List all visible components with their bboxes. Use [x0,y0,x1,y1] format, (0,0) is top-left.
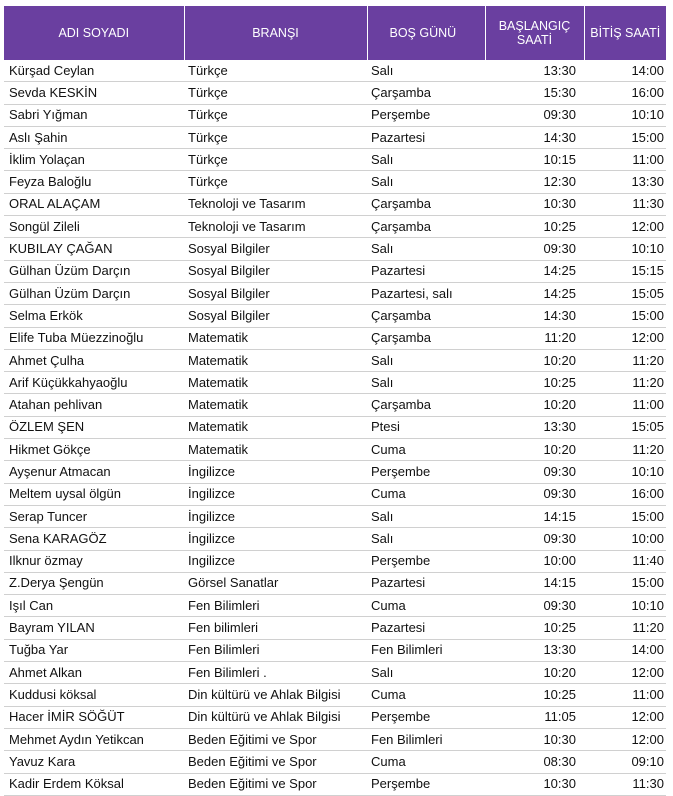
cell-end-time: 15:15 [584,260,666,282]
table-row [4,82,666,104]
cell-end-time: 16:00 [584,82,666,104]
cell-free-day: Perşembe [367,104,485,126]
cell-start-time: 10:20 [485,349,584,371]
cell-name: Sevda KESKİN [4,82,184,104]
cell-name: İklim Yolaçan [4,149,184,171]
cell-branch: Fen bilimleri [184,617,367,639]
cell-free-day: Pazartesi, salı [367,282,485,304]
table-row [4,505,666,527]
table-row [4,149,666,171]
table-row [4,617,666,639]
cell-name: Atahan pehlivan [4,394,184,416]
table-row [4,728,666,750]
cell-end-time: 12:00 [584,216,666,238]
cell-name: Gülhan Üzüm Darçın [4,260,184,282]
table-row [4,349,666,371]
table-row [4,60,666,82]
cell-name: Hikmet Gökçe [4,439,184,461]
cell-end-time: 11:40 [584,550,666,572]
table-row [4,260,666,282]
cell-name: Sena KARAGÖZ [4,528,184,550]
cell-end-time: 10:10 [584,595,666,617]
cell-name: Arif Küçükkahyaoğlu [4,372,184,394]
table-row [4,572,666,594]
cell-branch: Din kültürü ve Ahlak Bilgisi [184,684,367,706]
cell-name: Kuddusi köksal [4,684,184,706]
table-row [4,706,666,728]
cell-branch: Matematik [184,327,367,349]
table-row [4,662,666,684]
cell-end-time: 11:30 [584,773,666,795]
cell-branch: Din kültürü ve Ahlak Bilgisi [184,706,367,728]
cell-name: Işıl Can [4,595,184,617]
table-row [4,126,666,148]
cell-start-time: 10:20 [485,662,584,684]
cell-start-time: 10:00 [485,550,584,572]
cell-branch: Teknoloji ve Tasarım [184,216,367,238]
cell-end-time: 14:00 [584,60,666,82]
column-header-start-line1: BAŞLANGIÇ [498,19,571,33]
cell-end-time: 11:00 [584,394,666,416]
table-row [4,372,666,394]
cell-end-time: 11:20 [584,372,666,394]
cell-branch: Türkçe [184,149,367,171]
cell-free-day: Salı [367,505,485,527]
column-header-start-line2: SAATİ [516,33,553,47]
column-header-free-day: BOŞ GÜNÜ [367,6,485,60]
cell-start-time: 10:25 [485,617,584,639]
cell-branch: Sosyal Bilgiler [184,260,367,282]
cell-name: Tuğba Yar [4,639,184,661]
schedule-table-container [4,6,666,796]
cell-free-day: Ptesi [367,416,485,438]
cell-free-day: Çarşamba [367,193,485,215]
cell-free-day: Salı [367,662,485,684]
cell-start-time: 12:30 [485,171,584,193]
cell-name: Bayram YILAN [4,617,184,639]
column-header-start-time [485,6,584,60]
cell-end-time: 15:00 [584,126,666,148]
table-row [4,238,666,260]
cell-name: Yavuz Kara [4,751,184,773]
cell-start-time: 08:30 [485,751,584,773]
cell-branch: Matematik [184,439,367,461]
cell-start-time: 14:30 [485,126,584,148]
cell-branch: Görsel Sanatlar [184,572,367,594]
table-row [4,305,666,327]
cell-free-day: Salı [367,349,485,371]
cell-name: Feyza Baloğlu [4,171,184,193]
cell-free-day: Cuma [367,483,485,505]
cell-name: Ahmet Çulha [4,349,184,371]
cell-start-time: 11:05 [485,706,584,728]
table-row [4,327,666,349]
cell-name: ÖZLEM ŞEN [4,416,184,438]
cell-end-time: 16:00 [584,483,666,505]
cell-name: Selma Erkök [4,305,184,327]
cell-end-time: 15:05 [584,282,666,304]
cell-end-time: 11:20 [584,617,666,639]
cell-start-time: 09:30 [485,238,584,260]
cell-start-time: 13:30 [485,60,584,82]
cell-free-day: Çarşamba [367,82,485,104]
cell-start-time: 10:30 [485,773,584,795]
cell-end-time: 13:30 [584,171,666,193]
cell-branch: Matematik [184,349,367,371]
table-row [4,528,666,550]
table-row [4,461,666,483]
cell-branch: İngilizce [184,528,367,550]
cell-free-day: Pazartesi [367,572,485,594]
cell-end-time: 15:05 [584,416,666,438]
cell-branch: Matematik [184,394,367,416]
cell-branch: Matematik [184,372,367,394]
cell-free-day: Perşembe [367,773,485,795]
cell-end-time: 12:00 [584,706,666,728]
cell-start-time: 09:30 [485,483,584,505]
table-row [4,394,666,416]
cell-end-time: 11:30 [584,193,666,215]
cell-free-day: Pazartesi [367,617,485,639]
cell-start-time: 09:30 [485,595,584,617]
cell-free-day: Salı [367,149,485,171]
cell-free-day: Çarşamba [367,327,485,349]
cell-end-time: 10:10 [584,238,666,260]
table-row [4,595,666,617]
cell-branch: Fen Bilimleri [184,595,367,617]
table-row [4,416,666,438]
column-header-end-time: BİTİŞ SAATİ [584,6,666,60]
cell-start-time: 14:15 [485,505,584,527]
cell-branch: Türkçe [184,104,367,126]
cell-free-day: Cuma [367,684,485,706]
cell-end-time: 11:00 [584,149,666,171]
cell-name: ORAL ALAÇAM [4,193,184,215]
cell-end-time: 12:00 [584,662,666,684]
cell-branch: Sosyal Bilgiler [184,238,367,260]
cell-branch: Beden Eğitimi ve Spor [184,728,367,750]
cell-start-time: 14:25 [485,282,584,304]
cell-start-time: 09:30 [485,461,584,483]
cell-name: Kadir Erdem Köksal [4,773,184,795]
cell-branch: Teknoloji ve Tasarım [184,193,367,215]
cell-free-day: Fen Bilimleri [367,639,485,661]
cell-free-day: Salı [367,528,485,550]
cell-end-time: 10:10 [584,461,666,483]
cell-free-day: Perşembe [367,461,485,483]
cell-start-time: 10:30 [485,728,584,750]
cell-start-time: 14:25 [485,260,584,282]
table-row [4,282,666,304]
table-row [4,751,666,773]
cell-name: Elife Tuba Müezzinoğlu [4,327,184,349]
cell-end-time: 11:00 [584,684,666,706]
cell-start-time: 14:15 [485,572,584,594]
cell-end-time: 14:00 [584,639,666,661]
cell-start-time: 15:30 [485,82,584,104]
cell-free-day: Çarşamba [367,216,485,238]
cell-free-day: Cuma [367,439,485,461]
cell-free-day: Fen Bilimleri [367,728,485,750]
cell-start-time: 13:30 [485,416,584,438]
cell-branch: Türkçe [184,60,367,82]
cell-branch: Türkçe [184,126,367,148]
table-row [4,639,666,661]
cell-branch: İngilizce [184,505,367,527]
cell-start-time: 10:20 [485,394,584,416]
cell-free-day: Cuma [367,595,485,617]
cell-free-day: Pazartesi [367,126,485,148]
cell-end-time: 10:00 [584,528,666,550]
column-header-branch: BRANŞI [184,6,367,60]
cell-name: Hacer İMİR SÖĞÜT [4,706,184,728]
cell-branch: Fen Bilimleri . [184,662,367,684]
cell-name: Ayşenur Atmacan [4,461,184,483]
cell-end-time: 09:10 [584,751,666,773]
cell-name: Aslı Şahin [4,126,184,148]
cell-start-time: 10:25 [485,216,584,238]
cell-start-time: 10:30 [485,193,584,215]
cell-name: Songül Zileli [4,216,184,238]
cell-end-time: 11:20 [584,439,666,461]
cell-end-time: 12:00 [584,728,666,750]
cell-name: KUBILAY ÇAĞAN [4,238,184,260]
table-row [4,171,666,193]
table-row [4,104,666,126]
cell-end-time: 10:10 [584,104,666,126]
table-row [4,439,666,461]
cell-free-day: Perşembe [367,550,485,572]
cell-start-time: 09:30 [485,528,584,550]
table-header [4,6,666,60]
cell-start-time: 10:25 [485,684,584,706]
cell-branch: Fen Bilimleri [184,639,367,661]
cell-free-day: Salı [367,372,485,394]
cell-name: Ahmet Alkan [4,662,184,684]
teacher-schedule-table [4,6,666,796]
table-row [4,684,666,706]
cell-branch: Sosyal Bilgiler [184,305,367,327]
header-row [4,6,666,60]
cell-end-time: 15:00 [584,305,666,327]
column-header-name: ADI SOYADI [4,6,184,60]
cell-branch: Beden Eğitimi ve Spor [184,773,367,795]
cell-branch: Sosyal Bilgiler [184,282,367,304]
cell-free-day: Perşembe [367,706,485,728]
cell-start-time: 10:20 [485,439,584,461]
table-row [4,483,666,505]
cell-name: Mehmet Aydın Yetikcan [4,728,184,750]
cell-start-time: 11:20 [485,327,584,349]
cell-start-time: 10:25 [485,372,584,394]
cell-branch: Türkçe [184,171,367,193]
table-row [4,773,666,795]
cell-start-time: 09:30 [485,104,584,126]
cell-branch: İngilizce [184,483,367,505]
cell-free-day: Cuma [367,751,485,773]
table-row [4,193,666,215]
cell-branch: Beden Eğitimi ve Spor [184,751,367,773]
table-row [4,550,666,572]
cell-branch: Ingilizce [184,550,367,572]
cell-name: Ilknur özmay [4,550,184,572]
cell-start-time: 13:30 [485,639,584,661]
cell-branch: İngilizce [184,461,367,483]
cell-branch: Türkçe [184,82,367,104]
cell-end-time: 15:00 [584,572,666,594]
cell-end-time: 15:00 [584,505,666,527]
cell-free-day: Salı [367,60,485,82]
table-row [4,216,666,238]
cell-end-time: 11:20 [584,349,666,371]
cell-name: Z.Derya Şengün [4,572,184,594]
cell-name: Serap Tuncer [4,505,184,527]
cell-branch: Matematik [184,416,367,438]
cell-end-time: 12:00 [584,327,666,349]
table-body [4,60,666,795]
cell-free-day: Çarşamba [367,394,485,416]
cell-free-day: Pazartesi [367,260,485,282]
cell-name: Kürşad Ceylan [4,60,184,82]
cell-name: Gülhan Üzüm Darçın [4,282,184,304]
cell-free-day: Çarşamba [367,305,485,327]
cell-free-day: Salı [367,238,485,260]
cell-start-time: 10:15 [485,149,584,171]
cell-name: Sabri Yığman [4,104,184,126]
cell-free-day: Salı [367,171,485,193]
cell-start-time: 14:30 [485,305,584,327]
cell-name: Meltem uysal ölgün [4,483,184,505]
